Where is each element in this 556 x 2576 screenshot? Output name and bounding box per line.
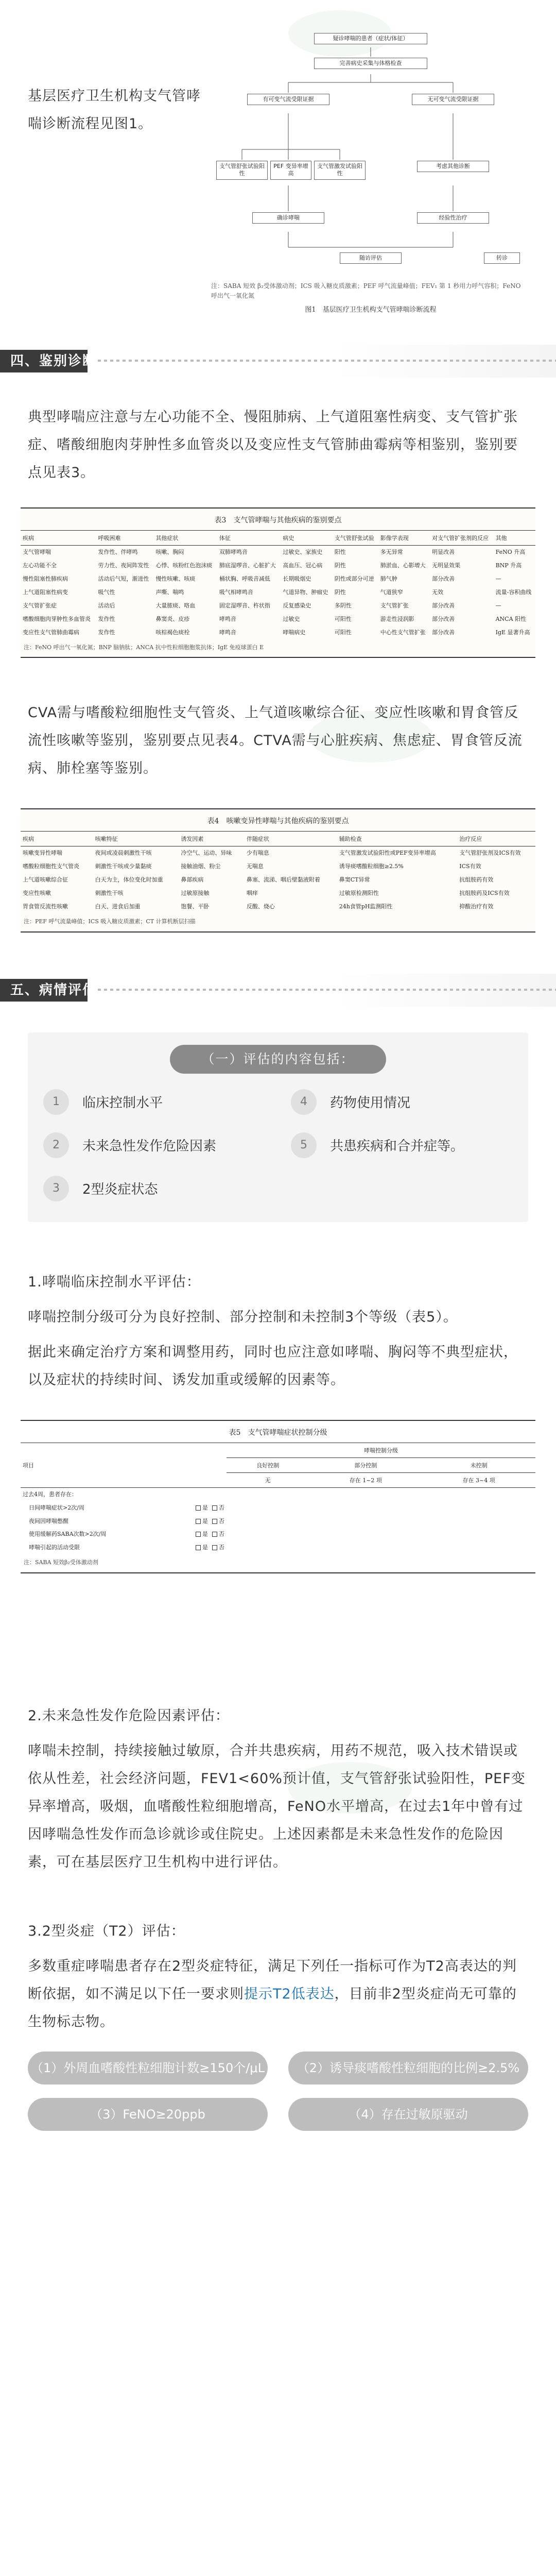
table-4-body [21,846,535,913]
table-cell [309,1501,422,1515]
table-cell: 阴性 [334,562,346,569]
table-cell: 过敏史、家族史 [283,549,323,556]
table-title: 表4 咳嗽变异性哮喘与其他疾病的鉴别要点 [207,817,349,826]
table-header-cell: 伴随症状 [245,832,337,846]
table-cell: ANCA 阳性 [495,616,527,623]
table-cell [422,1515,535,1528]
table-cell: 反酸、烧心 [246,903,275,910]
eval-item [43,1089,265,1115]
table-cell: 双肺哮鸣音 [219,549,248,556]
table-cell: 嗜酸粒细胞性支气管炎 [23,863,79,870]
table-row [21,546,535,559]
table-cell: 刺激性干咳 [95,890,124,897]
table-cell [227,1528,309,1541]
table-row [21,887,535,900]
table-cell: 鼻窦CT异常 [339,876,370,884]
checkbox-icon[interactable] [212,1545,217,1550]
table-cell: IgE 显著升高 [495,629,530,636]
table-cell: 24h食管pH监测阳性 [339,903,393,910]
table-cell [309,1541,422,1554]
table-3-body [21,546,535,639]
table-cell: 肺气肿 [380,575,397,583]
table-cell [227,1541,309,1554]
table-cell [227,1501,309,1515]
table-cell: 白天、进食后加重 [95,903,141,910]
table-header-row [21,1443,535,1458]
eval-item-number: 1 [43,1089,69,1115]
eval-item-label: 共患疾病和合并症等。 [330,1139,464,1155]
table-cell: 活动后 [98,602,115,609]
table-cell: 哮鸣音 [219,616,236,623]
table-3-grid [21,530,535,639]
criterion-label: 日间哮喘症状>2次/周 [29,1504,84,1511]
table-cell: 夜间或凌晨刺激性干咳 [95,850,152,857]
table-cell: 无明显效果 [432,562,461,569]
table-row [21,1515,535,1528]
table-header-cell: 良好控制 [227,1458,309,1472]
table-cell: 部分改善 [432,616,455,623]
table-cell [422,1541,535,1554]
checkbox-label: 是 [202,1504,208,1511]
eval-item-number: 3 [43,1176,69,1201]
table-cell: 高血压、冠心病 [283,562,323,569]
table-cell: 咽痒 [246,890,258,897]
table-cell: 支气管哮喘 [23,549,51,556]
table-cell: 劳力性、夜间阵发性 [98,562,149,569]
table-cell: 白天为主，体位变化时加重 [95,876,163,884]
t2-criterion-chip: （4）存在过敏原驱动 [288,2098,528,2131]
table-note: 注：FeNO 呼出气一氧化氮；BNP 脑钠肽；ANCA 抗中性粒细胞胞浆抗体；IgE 免疫球蛋白 E [24,643,264,651]
table-row [21,1501,535,1515]
sub3-text-a: 多数重症哮喘患者存在2型炎症特征，满足下列任一指标可作为T2高表达的判断依据，如不满足以下任一要求则 [28,1958,517,2002]
table-header-cell: 未控制 [422,1458,535,1472]
table-cell: 肺淤血、心影增大 [380,562,426,569]
eval-panel-header: （一）评估的内容包括： [170,1045,386,1074]
flow-node-bdt: 支气管舒张试验阳性 [216,161,268,180]
table-cell: 发作性 [98,629,115,636]
flow-node-variable-yes: 有可变气流受限证据 [247,94,329,105]
table-4-grid [21,831,535,913]
table-cell: 反复感染史 [283,602,311,609]
table-5-body [21,1487,535,1554]
table-cell: 多无异常 [380,549,403,556]
table-cell: 游走性浸润影 [380,616,414,623]
table-title: 表3 支气管哮喘与其他疾病的鉴别要点 [214,516,342,525]
table-cell: 饱餐、平卧 [181,903,210,910]
table-row [21,1528,535,1541]
checkbox-icon[interactable] [196,1545,201,1550]
table-note: 注：SABA 短效β₂受体激动剂 [24,1559,98,1566]
flow-node-other-dx: 考虑其他诊断 [417,161,489,172]
table-cell: 发作性 [98,616,115,623]
table-cell: 抑酸治疗有效 [459,903,494,910]
table-cell: 明显改善 [432,549,455,556]
flow-node-bpt: 支气管激发试验阳性 [314,161,366,180]
table-cell: 支气管激发试验阳性或PEF变异率增高 [339,850,436,857]
table-cell: 刺激性干咳或少量黏痰 [95,863,152,870]
flow-node-referral: 转诊 [484,252,520,264]
table-cell: 过敏史 [283,616,300,623]
flow-node-followup: 随访评估 [340,252,402,264]
flow-node-confirm: 确诊哮喘 [252,212,324,224]
table-header-cell: 存在 1~2 项 [309,1472,422,1487]
table-cell: 慢性咳嗽、咳痰 [155,575,196,583]
eval-item [43,1176,265,1201]
table-row [21,873,535,887]
t2-low-link[interactable]: 提示T2低表达 [244,1986,335,2002]
sub3-text-b: ，目前非2型炎症尚无可靠的生物标志物。 [28,1986,517,2030]
table-cell: 上气道阻塞性病变 [23,589,68,596]
flow-node-pef: PEF 变异率增高 [270,161,311,180]
table-cell: — [495,602,501,609]
table-cell: 诱导痰嗜酸粒细胞≥2.5% [339,863,404,870]
checkbox-icon[interactable] [212,1505,217,1511]
table-header-cell: 影像学表现 [378,531,430,546]
table-header-cell: 其他 [494,531,535,546]
checkbox-label: 否 [219,1531,224,1538]
table-cell: 气道异物、肿瘤史 [283,589,328,596]
yes-no-options [192,1517,224,1526]
t2-criterion-chip: （2）诱导痰嗜酸性粒细胞的比例≥2.5% [288,2052,528,2084]
table-row [21,586,535,599]
table-cell: 可阳性 [334,616,352,623]
eval-item-label: 药物使用情况 [330,1095,411,1111]
table-cell: 心悸、咳粉红色泡沫痰 [155,562,213,569]
table-cell: 冷空气、运动、异味 [181,850,232,857]
cva-paragraph: CVA需与嗜酸粒细胞性支气管炎、上气道咳嗽综合征、变应性咳嗽和胃食管反流性咳嗽等鉴别，鉴别要点见表4。CTVA需与心脏疾病、焦虑症、胃食管反流病、肺栓塞等鉴别。 [28,705,523,777]
flowchart [211,31,530,278]
t2-criterion-chip: （1）外周血嗜酸性粒细胞计数≥150个/μL [28,2052,268,2084]
eval-item-number: 2 [43,1132,69,1158]
table-cell: 肺底湿啰音、心脏扩大 [219,562,276,569]
flow-node-history: 完善病史采集与体格检查 [314,58,427,69]
t2-criterion-chip: （3）FeNO≥20ppb [28,2098,268,2131]
sub2-paragraph: 哮喘未控制，持续接触过敏原，合并共患疾病，用药不规范，吸入技术错误或依从性差，社会经济问题，FEV1<60%预计值，支气管舒张试验阳性，PEF变异率增高，吸烟，血嗜酸性粒细胞增高，FeNO水平增高，在过去1年中曾有过因哮喘急性发作而急诊就诊或住院史。上述因素都是未来急性发作的危险因素，可在基层医疗卫生机构中进行评估。 [28,1742,526,1870]
diff-paragraph: 典型哮喘应注意与左心功能不全、慢阻肺病、上气道阻塞性病变、支气管扩张症、嗜酸细胞肉芽肿性多血管炎以及变应性支气管肺曲霉病等相鉴别，鉴别要点见表3。 [28,409,518,481]
t2-criteria-row [0,2098,556,2131]
table-cell: 部分改善 [432,575,455,583]
section-title: 四、鉴别诊断 [10,353,97,369]
table-row [21,599,535,613]
watermark-leaf-icon [309,711,432,762]
table-header-cell: 体征 [217,531,281,546]
checkbox-label: 是 [202,1544,208,1551]
table-cell [422,1501,535,1515]
flow-node-start: 疑诊哮喘的患者（症状/体征） [314,33,427,44]
table-header-cell: 项目 [21,1443,227,1487]
table-cell: 上气道咳嗽综合征 [23,876,68,884]
table-header-row [21,832,535,846]
intro-text: 基层医疗卫生机构支气管哮喘诊断流程见图1。 [28,88,201,132]
eval-items-grid [43,1089,513,1201]
checkbox-label: 否 [219,1517,224,1524]
table-cell: 活动后气短，渐进性 [98,575,149,583]
yes-no-options [192,1504,224,1512]
table-row [21,626,535,639]
section-divider [98,360,556,362]
table-cell: ICS有效 [459,863,481,870]
table-header-cell: 咳嗽特征 [93,832,179,846]
table-note: 注：PEF 呼气流量峰值；ICS 吸入糖皮质激素；CT 计算机断层扫描 [24,918,196,925]
checkbox-icon[interactable] [212,1532,217,1537]
table-3 [21,507,535,658]
yes-no-options [192,1530,224,1538]
table-cell: FeNO 升高 [495,549,526,556]
table-cell: 阴性 [334,589,346,596]
figure-caption: 图1 基层医疗卫生机构支气管哮喘诊断流程 [305,306,437,314]
table-cell: 鼻窦炎、皮疹 [155,616,190,623]
table-header-cell: 支气管舒张试验 [333,531,378,546]
table-cell: 无喘息 [246,863,264,870]
table-cell [21,1501,227,1515]
table-cell: 慢性阻塞性肺疾病 [23,575,68,583]
table-header-cell: 呼吸困难 [96,531,153,546]
sub1-heading: 1.哮喘临床控制水平评估： [28,1274,201,1290]
table-cell: 少有喘息 [246,850,269,857]
sub3-heading: 3.2型炎症（T2）评估： [28,1923,185,1939]
table-header-cell: 病史 [281,531,332,546]
eval-item-number: 4 [291,1089,317,1115]
eval-item [291,1089,513,1115]
checkbox-icon[interactable] [212,1519,217,1524]
table-cell: 抗组胺药及ICS有效 [459,890,510,897]
table-4 [21,808,535,932]
table-header-cell: 对支气管扩张剂的反应 [430,531,493,546]
checkbox-icon[interactable] [196,1505,201,1511]
table-header-cell: 疾病 [21,832,93,846]
table-cell: 咳棕褐色痰栓 [155,629,190,636]
table-cell: 过敏原检测阳性 [339,890,379,897]
table-header-cell: 无 [227,1472,309,1487]
table-cell: 气道狭窄 [380,589,403,596]
figure-note: 注：SABA 短效 β₂受体激动剂；ICS 吸入糖皮质激素；PEF 呼气流量峰值；FEV₁ 第 1 秒用力呼气容积；FeNO 呼出气一氧化氮 [211,282,521,300]
criterion-label: 哮喘引起的活动受限 [29,1544,80,1551]
sub3-paragraph [0,1953,556,2036]
checkbox-label: 是 [202,1531,208,1538]
table-cell: BNP 升高 [495,562,522,569]
table-cell: 桶状胸、呼吸音减低 [219,575,270,583]
table-row [21,846,535,860]
table-cell: 大量脓痰、咯血 [155,602,196,609]
checkbox-icon[interactable] [196,1519,201,1524]
eval-item [43,1132,265,1158]
table-cell: 阴性或部分可逆 [334,575,374,583]
table-cell: 阳性 [334,549,346,556]
table-row [21,559,535,572]
table-cell: — [495,575,501,583]
flow-node-variable-no: 无可变气流受限证据 [412,94,494,105]
t2-criteria-row [0,2052,556,2084]
table-cell: 过去4周，患者存在： [23,1490,77,1498]
sub1-paragraph-2: 据此来确定治疗方案和调整用药，同时也应注意如哮喘、胸闷等不典型症状，以及症状的持续时间、诱发加重或缓解的因素等。 [28,1344,518,1388]
table-header-cell: 哮喘控制分级 [227,1443,535,1458]
table-cell [422,1528,535,1541]
table-header-cell: 疾病 [21,531,96,546]
table-cell: 部分改善 [432,629,455,636]
eval-item-number: 5 [291,1132,317,1158]
criterion-label: 使用缓解药SABA次数>2次/周 [29,1531,107,1538]
yes-no-options [192,1544,224,1552]
table-cell [309,1528,422,1541]
figure-1 [206,31,556,314]
table-cell [21,1528,227,1541]
table-row [21,613,535,626]
table-cell: 抗组胺药有效 [459,876,494,884]
table-row [21,1487,535,1501]
table-row [21,1541,535,1554]
sub2-heading: 2.未来急性发作危险因素评估： [28,1707,230,1724]
table-cell: 变应性支气管肺曲霉病 [23,629,79,636]
table-5-grid [21,1443,535,1555]
table-header-cell: 存在 3~4 项 [422,1472,535,1487]
table-header-row [21,531,535,546]
eval-item-label: 2型炎症状态 [82,1182,158,1198]
table-cell: 鼻部疾病 [181,876,204,884]
eval-item-label: 临床控制水平 [82,1095,163,1111]
table-cell [309,1515,422,1528]
table-cell: 过敏原接触 [181,890,210,897]
table-title: 表5 支气管哮喘症状控制分级 [229,1428,327,1437]
checkbox-label: 否 [219,1504,224,1511]
table-cell: 部分改善 [432,602,455,609]
table-cell: 哮喘病史 [283,629,306,636]
table-cell: 支气管扩张症 [23,602,57,609]
section-divider [98,989,556,991]
checkbox-label: 否 [219,1544,224,1551]
sub1-paragraph-1: 哮喘控制分级可分为良好控制、部分控制和未控制3个等级（表5）。 [28,1309,458,1325]
table-cell: 嗜酸细胞肉芽肿性多血管炎 [23,616,91,623]
table-cell: 咳嗽、胸闷 [155,549,184,556]
table-cell [227,1515,309,1528]
table-cell: 多阴性 [334,602,352,609]
criterion-label: 夜间因哮喘憋醒 [29,1517,68,1524]
table-cell [21,1541,227,1554]
table-cell: 固定湿啰音、杵状指 [219,602,270,609]
eval-item-label: 未来急性发作危险因素 [82,1139,217,1155]
table-header-cell: 治疗反应 [457,832,535,846]
table-cell: 流量-容积曲线 [495,589,532,596]
table-cell: 变应性咳嗽 [23,890,51,897]
section-header [0,345,556,378]
section-header [0,974,556,1007]
table-header-cell: 其他症状 [153,531,217,546]
flow-node-empirical: 经验性治疗 [417,212,489,224]
table-header-cell: 部分控制 [309,1458,422,1472]
table-5 [21,1420,535,1573]
table-cell: 接触油烟、粉尘 [181,863,221,870]
table-cell: 胃食管反流性咳嗽 [23,903,68,910]
table-cell: 长期吸烟史 [283,575,311,583]
table-cell [21,1515,227,1528]
table-cell: 哮鸣音 [219,629,236,636]
checkbox-icon[interactable] [196,1532,201,1537]
intro-row [0,0,556,314]
table-cell: 左心功能不全 [23,562,57,569]
table-cell: 吸气性 [98,589,115,596]
checkbox-label: 是 [202,1517,208,1524]
table-cell: 支气管舒张剂及ICS有效 [459,850,521,857]
table-cell: 可阳性 [334,629,352,636]
table-cell: 声嘶、喘鸣 [155,589,184,596]
table-cell: 无效 [432,589,444,596]
table-row [21,900,535,913]
eval-content-panel [28,1032,528,1222]
table-row [21,860,535,873]
table-cell: 支气管扩张 [380,602,409,609]
table-header-cell: 诱发因素 [179,832,244,846]
watermark-leaf-icon [288,1762,412,1814]
table-row [21,572,535,586]
table-header-cell: 辅助检查 [337,832,458,846]
table-cell: 发作性、伴哮鸣 [98,549,138,556]
table-cell: 鼻塞、流涕、咽后壁黏液附着 [246,876,320,884]
table-cell: 咳嗽变异性哮喘 [23,850,62,857]
table-cell: 中心性支气管扩张 [380,629,426,636]
table-cell: 吸气相哮鸣音 [219,589,253,596]
eval-item [291,1132,513,1158]
section-title: 五、病情评估 [10,982,97,998]
